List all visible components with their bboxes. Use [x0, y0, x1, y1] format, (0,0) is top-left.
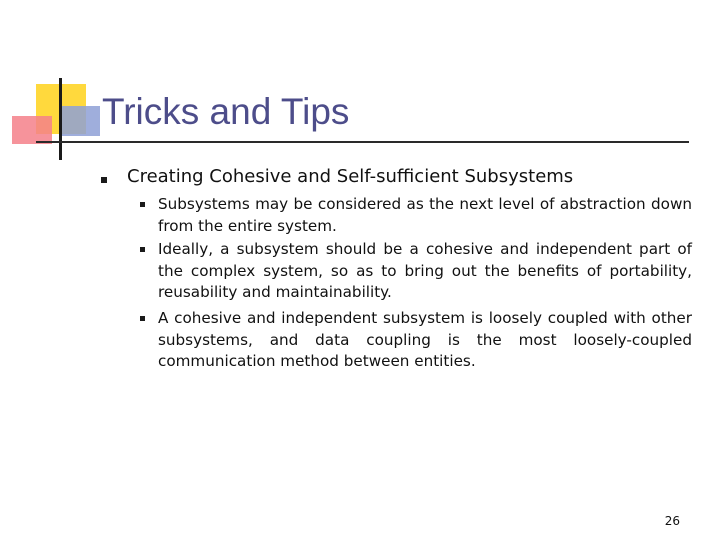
bullet-square-icon	[101, 177, 107, 183]
page-number: 26	[664, 514, 680, 528]
decor-vertical-line	[59, 78, 62, 160]
sub-bullet-text: Subsystems may be considered as the next level of abstraction down from the entire system.	[158, 195, 692, 235]
title-underline	[36, 141, 689, 143]
bullet-square-icon	[140, 202, 145, 207]
main-bullet-text: Creating Cohesive and Self-sufficient Subsystems	[127, 166, 574, 187]
slide-title: Tricks and Tips	[102, 91, 350, 132]
decor-blue-square	[62, 106, 100, 136]
bullet-square-icon	[140, 247, 145, 252]
bullet-square-icon	[140, 316, 145, 321]
sub-bullet-text: A cohesive and independent subsystem is loosely coupled with other subsystems, and data coupling is the most loosely-coupled communication method between entities.	[158, 309, 692, 370]
decor-red-square	[12, 116, 52, 144]
sub-bullet-text: Ideally, a subsystem should be a cohesive and independent part of the complex system, so as to bring out the benefits of portability, reusability and maintainability.	[158, 240, 692, 301]
